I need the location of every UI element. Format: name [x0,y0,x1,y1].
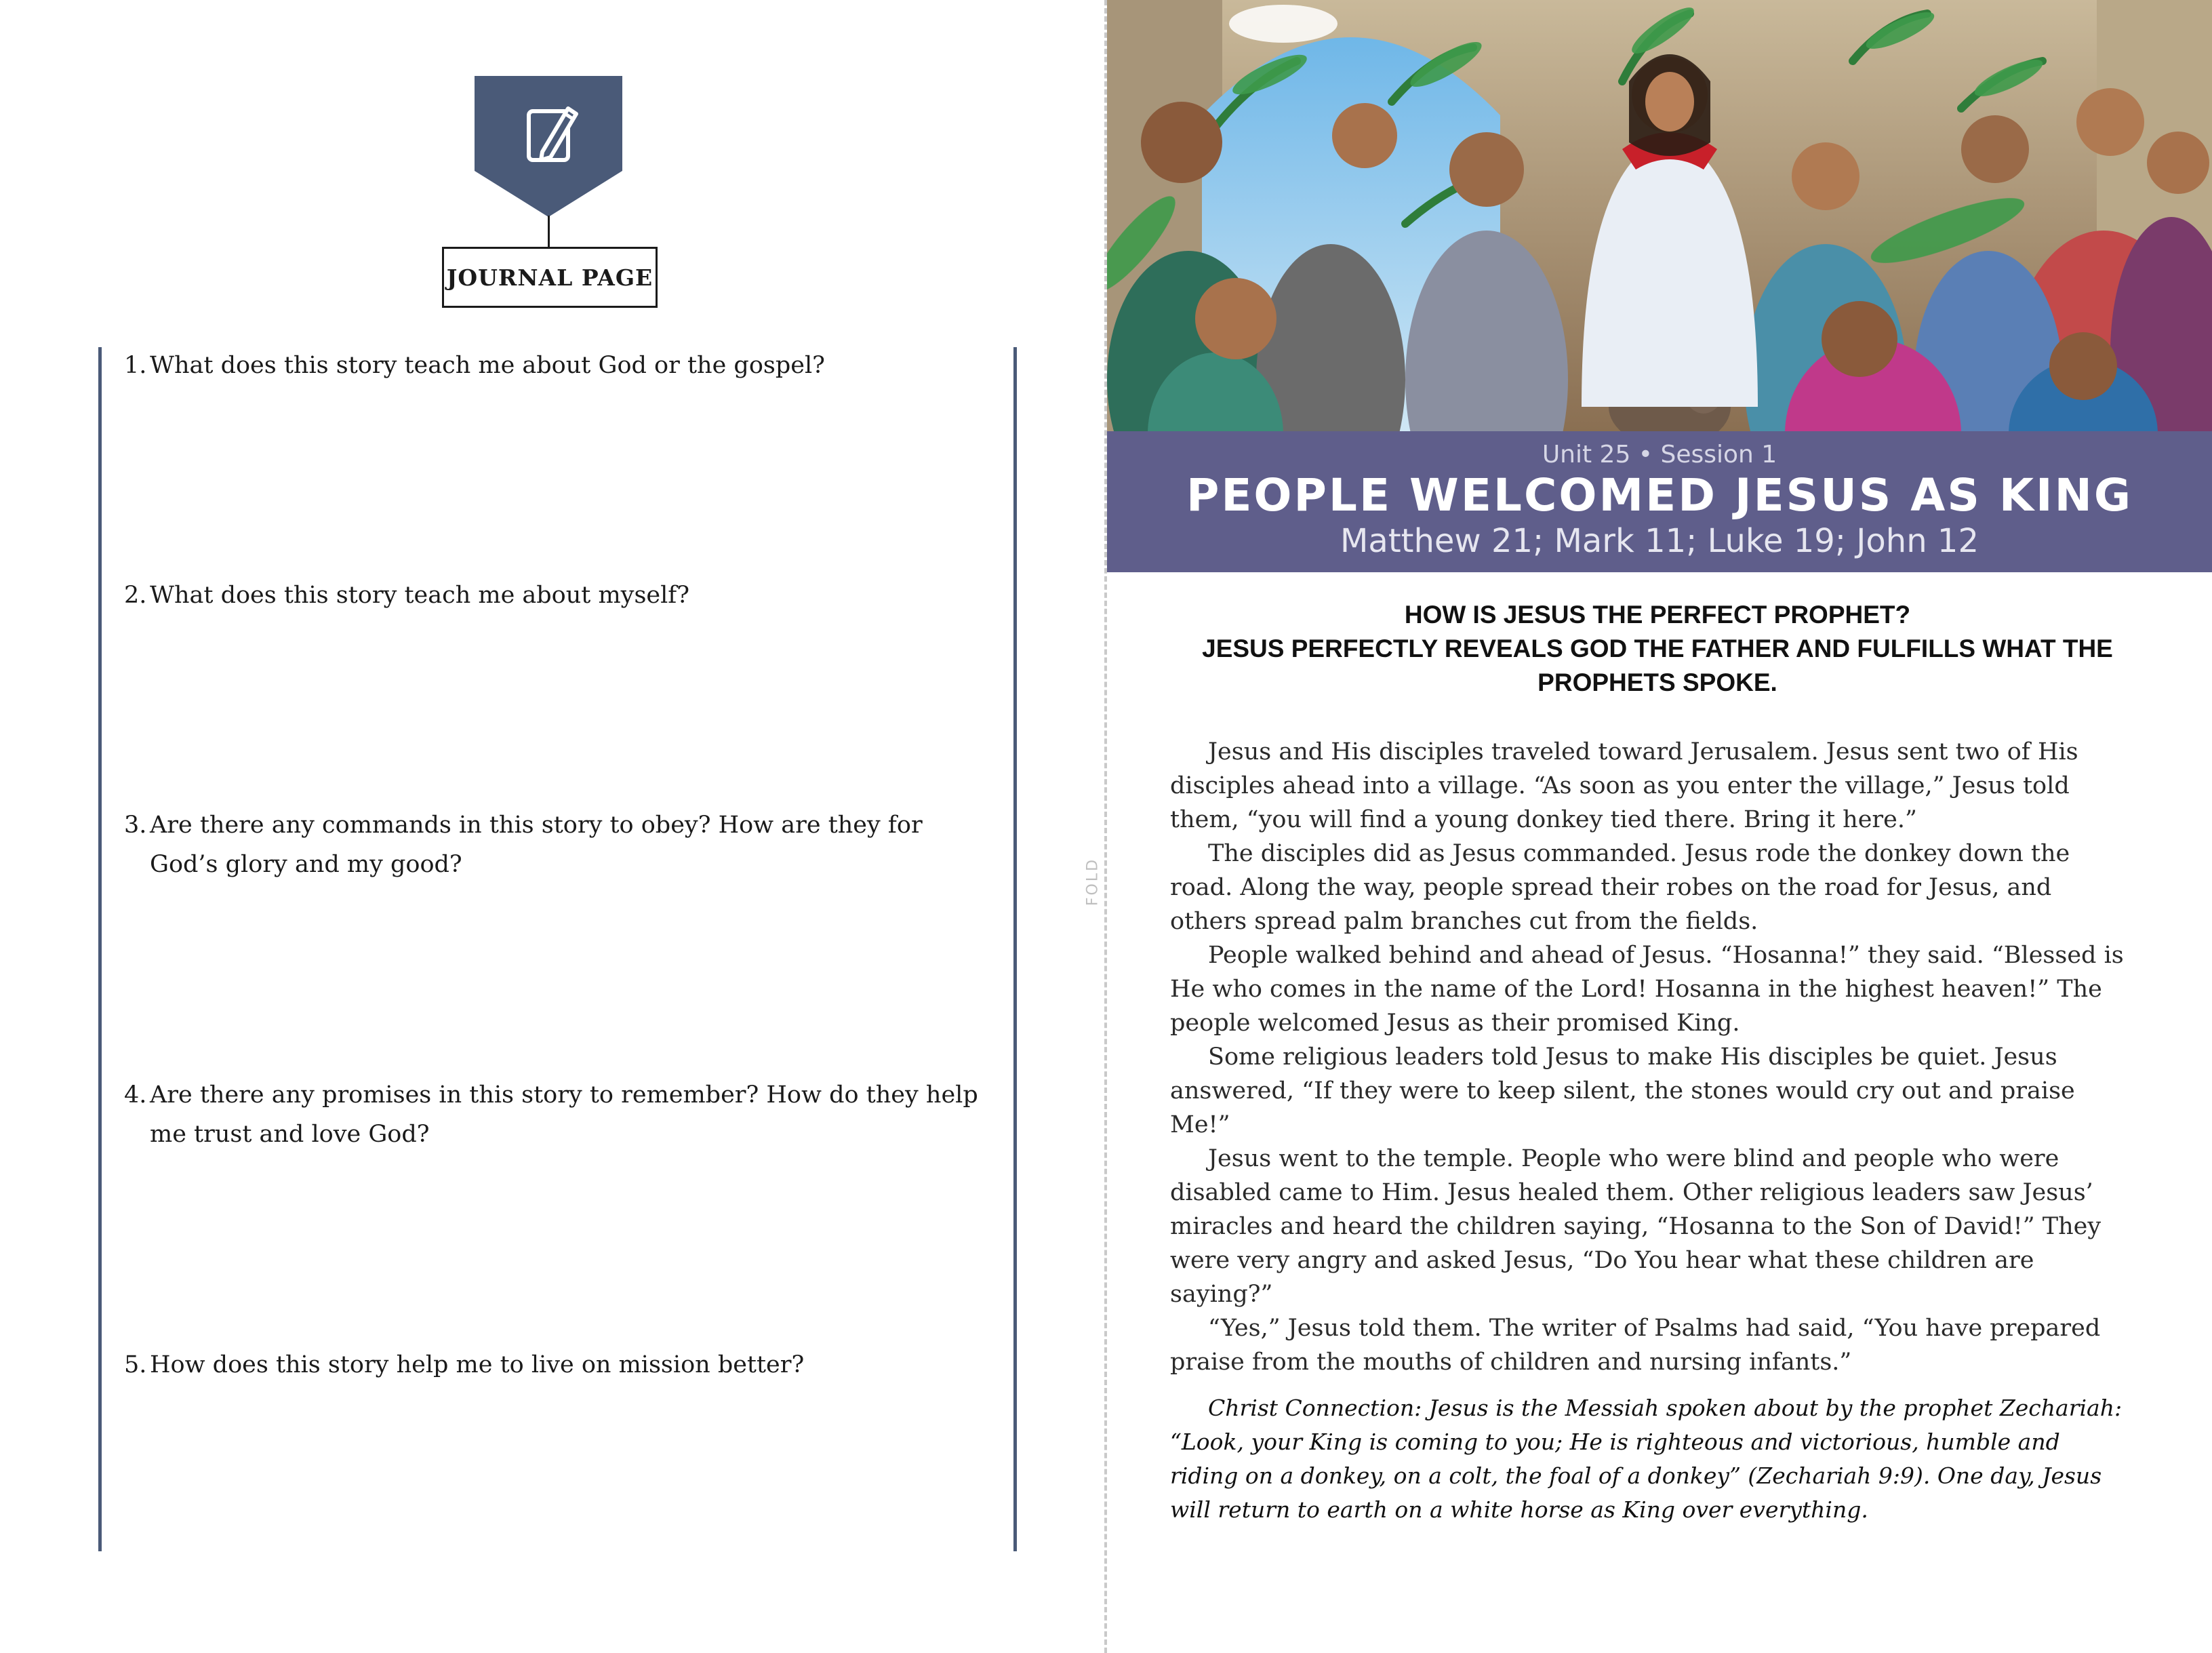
question-text: Are there any promises in this story to remember? How do they help me trust and love God? [150,1081,978,1148]
story-paragraph: People walked behind and ahead of Jesus. “Hosanna!” they said. “Blessed is He who comes in the name of the Lord! Hosanna in the highest heaven!” The people welcomed Jesus as their promised King. [1170,942,2124,1037]
journal-question-5 [124,1345,992,1385]
journal-question-3 [124,805,992,884]
story-paragraph: “Yes,” Jesus told them. The writer of Psalms had said, “You have prepared praise from the mouths of children and nursing infants.” [1170,1315,2101,1376]
story-paragraph: Some religious leaders told Jesus to make His disciples be quiet. Jesus answered, “If they were to keep silent, the stones would cry out and praise Me!” [1170,1043,2075,1138]
journal-page-label: JOURNAL PAGE [442,247,658,308]
question-text: What does this story teach me about myself? [150,582,690,609]
journal-question-2 [124,576,992,615]
left-margin-rule [98,347,102,1551]
fold-label: FOLD [1084,857,1102,907]
scripture-references: Matthew 21; Mark 11; Luke 19; John 12 [1340,522,1979,560]
christ-connection: Christ Connection: Jesus is the Messiah spoken about by the prophet Zechariah: “Look, your King is coming to you; He is righteous and victorious, humble and riding on a donkey, on a colt, the foal of a donkey” (Zechariah 9:9). One day, Jesus will return to earth on a white horse as King over everything. [1170,1395,2123,1523]
journal-question-1 [124,346,992,385]
question-number: 3. [124,812,147,839]
triumphal-entry-illustration [1107,0,2212,431]
question-text: Are there any commands in this story to obey? How are they for God’s glory and my good? [150,812,923,878]
journal-question-4 [124,1075,992,1154]
journal-page [0,0,1105,1653]
edit-note-icon [475,76,622,217]
story-text [1170,735,2133,1527]
unit-session-label: Unit 25 • Session 1 [1542,441,1777,469]
big-picture-question [1152,598,2163,700]
badge-connector [548,216,550,247]
question-text: What does this story teach me about God or the gospel? [150,352,825,379]
lesson-title: PEOPLE WELCOMED JESUS AS KING [1186,469,2133,521]
story-paragraph: The disciples did as Jesus commanded. Jesus rode the donkey down the road. Along the way, people spread their robes on the road for Jesus, and others spread palm branches cut from the fields. [1170,840,2070,935]
big-answer-text: JESUS PERFECTLY REVEALS GOD THE FATHER AND FULFILLS WHAT THE PROPHETS SPOKE. [1202,635,2113,696]
question-number: 5. [124,1351,147,1378]
question-number: 1. [124,352,147,379]
question-number: 4. [124,1081,147,1109]
story-paragraph: Jesus went to the temple. People who were blind and people who were disabled came to Him. Jesus healed them. Other religious leaders saw Jesus’ miracles and heard the children saying, “Hosanna to the Son of David!” They were very angry and asked Jesus, “Do You hear what these children are saying?” [1170,1145,2102,1308]
story-paragraph: Jesus and His disciples traveled toward Jerusalem. Jesus sent two of His disciples ahead into a village. “As soon as you enter the village,” Jesus told them, “you will find a young donkey tied there. Bring it here.” [1170,738,2078,833]
lesson-title-band [1107,431,2212,572]
right-margin-rule [1013,347,1017,1551]
question-text: How does this story help me to live on mission better? [150,1351,805,1378]
question-number: 2. [124,582,147,609]
big-question-text: HOW IS JESUS THE PERFECT PROPHET? [1404,601,1911,629]
